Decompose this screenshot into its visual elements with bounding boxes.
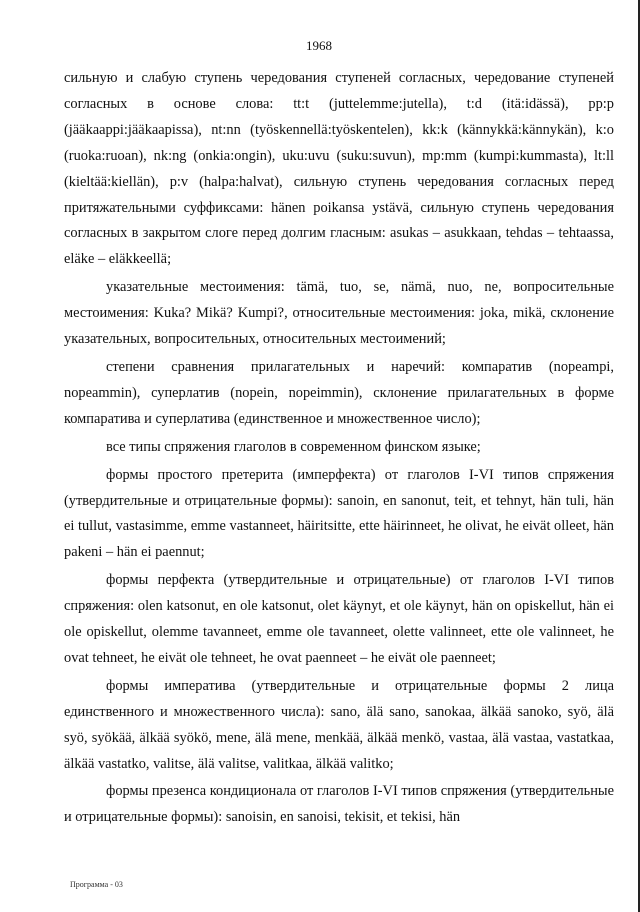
paragraph-consonant-gradation: сильную и слабую ступень чередования ступеней согласных, чередование ступеней согласных в основе слова: tt:t (juttelemme:jutella), t:d (itä:idässä), pp:p (jääkaappi:jääkaapissa), nt:nn (työskennellä:työskentelen), kk:k (kännykkä:kännykän), k:o (ruoka:ruoan), nk:ng (onkia:ongin), uku:uvu (suku:suvun), mp:mm (kumpi:kummasta), lt:ll (kieltää:kiellän), p:v (halpa:halvat), сильную ступень чередования согласных перед притяжательными суффиксами: hänen poikansa ystävä, сильную ступень чередования согласных в закрытом слоге перед долгим гласным: asukas – asukkaan, tehdas – tehtaassa, eläke – eläkkeellä; (64, 70, 614, 268)
paragraph-imperfect: формы простого претерита (имперфекта) от глаголов I-VI типов спряжения (утвердительные и отрицательные формы): sanoin, en sanonut, teit, et tehnyt, hän tuli, hän ei tullut, vastasimme, emme vastanneet, häiritsitte, ette häirinneet, he olivat, he eivät olleet, hän pakeni – hän ei paennut; (64, 466, 614, 561)
body-text (64, 66, 614, 833)
paragraph-conditional: формы презенса кондиционала от глаголов I-VI типов спряжения (утвердительные и отрицательные формы): sanoisin, en sanoisi, tekisit, et tekisi, hän (64, 783, 614, 826)
paragraph-imperative: формы императива (утвердительные и отрицательные формы 2 лица единственного и множественного числа): sano, älä sano, sanokaa, älkää sanoko, syö, älä syö, syökää, älkää syökö, mene, älä mene, menkää, älkää menkö, vastaa, älä vastaa, vastatkaa, älkää vastatko, valitse, älä valitse, valitkaa, älkää valitko; (64, 677, 614, 772)
footer-note: Программа - 03 (70, 880, 123, 889)
paragraph-demonstrative-pronouns: указательные местоимения: tämä, tuo, se, nämä, nuo, ne, вопросительные местоимения: Kuka? Mikä? Kumpi?, относительные местоимения: joka, mikä, склонение указательных, вопросительных, относительных местоимений; (64, 279, 614, 348)
paragraph-perfect: формы перфекта (утвердительные и отрицательные) от глаголов I-VI типов спряжения: olen katsonut, en ole katsonut, olet käynyt, et ole käynyt, hän on opiskellut, hän ei ole opiskellut, olemme tavanneet, emme ole tavanneet, olette valinneet, ette ole valinneet, he ovat tehneet, he eivät ole tehneet, he ovat paenneet – he eivät ole paenneet; (64, 572, 614, 666)
paragraph-comparison-degrees: степени сравнения прилагательных и наречий: компаратив (nopeampi, nopeammin), суперлатив (nopein, nopeimmin), склонение прилагательных в форме компаратива и суперлатива (единственное и множественное число); (64, 358, 614, 427)
paragraph-conjugation-types: все типы спряжения глаголов в современном финском языке; (106, 438, 481, 455)
page-number: 1968 (306, 38, 332, 53)
